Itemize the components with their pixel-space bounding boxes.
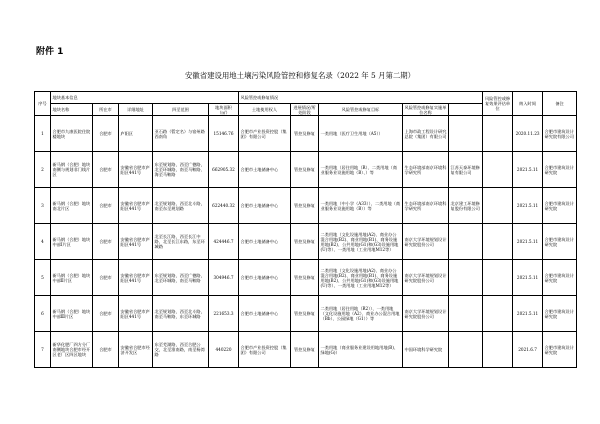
cell-name: 新华化肥厂四方分厂南侧地块合肥市经开区老厂区四区地块 (51, 332, 93, 368)
cell-scope: 东至规划路，西至广德路，北至环城路，南至马鞍路、海至马鞍路 (153, 152, 209, 188)
cell-stage: 管控及修复 (291, 188, 319, 224)
cell-address: 庐阳区 (119, 116, 153, 152)
cell-land-user: 合肥市土地储备中心 (239, 224, 291, 260)
cell-name: 新马钢（合肥）地块中部Ⅱ片区 (51, 260, 93, 296)
cell-area: 15146.76 (209, 116, 239, 152)
row-number: 2 (35, 152, 51, 188)
cell-unit: 南京大学环境规划设计研究院股份公司 (403, 260, 449, 296)
cell-target: 二类用地（文化设施用地(A2)、商业办公混合用地(B2)、商业用地(B1)、商务设施用地(B2)、公共用地(G1)和(G3)设施用地(U)等）、一类用地（工业用地M12等） (319, 224, 403, 260)
cell-area: 424446.7 (209, 224, 239, 260)
cell-name: 新马钢（合肥）地块中部Ⅲ片区 (51, 296, 93, 332)
cell-stage: 管控及修复 (291, 296, 319, 332)
table-row (35, 116, 577, 152)
cell-enter-time: 2021.5.11 (513, 188, 543, 224)
cell-remark: 合肥市建筑设计研究院 (543, 296, 577, 332)
cell-address: 安徽省合肥市庐阳区441号 (119, 188, 153, 224)
cell-land-user: 合肥市产业投资控股（集团）有限公司 (239, 332, 291, 368)
cell-eval-unit-2 (483, 116, 513, 152)
cell-name: 新马钢（合肥）地块南侧与规划非门线片区 (51, 152, 93, 188)
header-basic-group: 地块基本信息 (51, 92, 239, 104)
cell-eval-unit-2 (483, 332, 513, 368)
cell-area: 221653.3 (209, 296, 239, 332)
cell-scope: 亚石路（暂定名）与宿州路西南角 (153, 116, 209, 152)
cell-city: 合肥市 (93, 188, 119, 224)
cell-enter-time: 2021.5.11 (513, 224, 543, 260)
cell-target: 一类用地（商业服务业建设用地用地(B)、绿地(G)） (319, 332, 403, 368)
table-row (35, 224, 577, 260)
cell-city: 合肥市 (93, 296, 119, 332)
cell-unit: 生态环境部南京环境科学研究所 (403, 152, 449, 188)
header-index: 序号 (35, 92, 51, 116)
table-row (35, 260, 577, 296)
cell-scope: 东至规划路，西至广德路，北至环城路，南至马鞍路 (153, 260, 209, 296)
cell-eval-unit: 北京建工环境修复股份有限公司 (449, 188, 483, 224)
cell-stage: 管控及修复 (291, 332, 319, 368)
row-number: 5 (35, 260, 51, 296)
cell-land-user: 合肥市土地储备中心 (239, 152, 291, 188)
cell-eval-unit-2 (483, 224, 513, 260)
cell-enter-time: 2021.5.11 (513, 152, 543, 188)
header-extra (449, 104, 483, 116)
cell-stage: 管控及修复 (291, 116, 319, 152)
cell-unit: 南京大学环境规划设计研究院股份公司 (403, 296, 449, 332)
cell-eval-unit (449, 296, 483, 332)
header-area: 地块面积（㎡） (209, 104, 239, 116)
table-row (35, 332, 577, 368)
header-row-1 (35, 92, 577, 104)
header-land-user: 土地使用权人 (239, 104, 291, 116)
cell-target: 一类用地（居住用地（R）、二类用地（商业服务业设施用地（B）、）等 (319, 152, 403, 188)
cell-eval-unit (449, 224, 483, 260)
cell-target: 二类用地（居住用地（R2））、一类用地（文化设施用地（A2）、商业办公混合用地（Bb）、公园绿地（G1））等 (319, 296, 403, 332)
cell-city: 合肥市 (93, 224, 119, 260)
cell-enter-time: 2021.5.11 (513, 260, 543, 296)
cell-stage: 管控及修复 (291, 260, 319, 296)
header-remark: 备注 (543, 92, 577, 116)
cell-city: 合肥市 (93, 116, 119, 152)
cell-name: 新马钢（合肥）地块南北片区 (51, 188, 93, 224)
row-number: 4 (35, 224, 51, 260)
cell-city: 合肥市 (93, 152, 119, 188)
cell-enter-time: 2021.5.11 (513, 296, 543, 332)
cell-remark: 合肥市建筑设计研究院 (543, 332, 577, 368)
table-row (35, 296, 577, 332)
row-number: 1 (35, 116, 51, 152)
registry-table (34, 91, 577, 368)
header-address: 详细地址 (119, 104, 153, 116)
header-unit: 风险管控或修复实施单位名称 (403, 104, 449, 116)
attachment-label: 附件 1 (36, 47, 64, 57)
row-number: 6 (35, 296, 51, 332)
cell-address: 安徽省合肥市庐阳区441号 (119, 296, 153, 332)
row-number: 3 (35, 188, 51, 224)
cell-stage: 管控及修复 (291, 152, 319, 188)
header-enter-time: 纳入时间 (513, 92, 543, 116)
cell-area: 662905.32 (209, 152, 239, 188)
cell-address: 安徽省合肥市经济开发区 (119, 332, 153, 368)
row-number: 7 (35, 332, 51, 368)
header-mgmt-group: 风险管控或修复情况 (239, 92, 483, 104)
header-scope: 四至范围 (153, 104, 209, 116)
cell-target: 一类用地（医疗卫生用地（A5）） (319, 116, 403, 152)
header-city: 所在市 (93, 104, 119, 116)
header-name: 地块名称 (51, 104, 93, 116)
cell-unit: 中国环境科学研究院 (403, 332, 449, 368)
cell-remark: 合肥市建筑设计研究院 (543, 152, 577, 188)
cell-scope: 北至规划路，西至北斗路，南至马鞍路，东至环城路 (153, 296, 209, 332)
cell-eval-unit (449, 116, 483, 152)
cell-address: 安徽省合肥市庐阳区441号 (119, 260, 153, 296)
cell-target: 二类用地（文化设施用地(A2)、商业办公混合用地(B2)、商业用地(B1)、商务设施用地(B2)、公共用地(G1)和(G3)设施用地(U)等）、一类用地（工业用地M12等） (319, 260, 403, 296)
cell-scope: 北至规划路，西至北斗路，南至东至规划路 (153, 188, 209, 224)
cell-remark: 合肥市建筑设计研究院有限公司 (543, 116, 577, 152)
cell-city: 合肥市 (93, 332, 119, 368)
cell-scope: 东至芜湖路，西至合肥公交，北至淮南路，南至杨湾路 (153, 332, 209, 368)
cell-eval-unit-2 (483, 152, 513, 188)
cell-address: 安徽省合肥市庐阳区441号 (119, 224, 153, 260)
cell-unit: 上海市政工程设计研究总院（集团）有限公司 (403, 116, 449, 152)
cell-enter-time: 2020.11.23 (513, 116, 543, 152)
cell-stage: 管控及修复 (291, 224, 319, 260)
cell-eval-unit: 江苏天泰环境修复有限公司 (449, 152, 483, 188)
cell-name: 新马钢（合肥）地块中部Ⅰ片区 (51, 224, 93, 260)
cell-eval-unit (449, 260, 483, 296)
cell-city: 合肥市 (93, 260, 119, 296)
cell-enter-time: 2021.6.7 (513, 332, 543, 368)
cell-address: 安徽省合肥市庐阳区441号 (119, 152, 153, 188)
document-title: 安徽省建设用地土壤污染风险管控和修复名录（2022 年 5 月第二期） (184, 71, 416, 80)
header-stage: 进展情况/所处阶段 (291, 104, 319, 116)
cell-eval-unit-2 (483, 260, 513, 296)
cell-name: 合肥市九康医院住院楼地块 (51, 116, 93, 152)
header-eval-unit: 风险管控或修复效果评估单位 (483, 92, 513, 116)
header-target: 风险管控或修复目标 (319, 104, 403, 116)
cell-remark: 合肥市建筑设计研究院 (543, 188, 577, 224)
table-row (35, 188, 577, 224)
cell-unit: 生态环境部南京环境科学研究所 (403, 188, 449, 224)
cell-remark: 合肥市建筑设计研究院 (543, 224, 577, 260)
cell-land-user: 合肥市土地储备中心 (239, 188, 291, 224)
cell-land-user: 合肥市产业投资控股（集团）有限公司 (239, 116, 291, 152)
cell-area: 622440.32 (209, 188, 239, 224)
cell-area: 304946.7 (209, 260, 239, 296)
cell-eval-unit (449, 332, 483, 368)
cell-eval-unit-2 (483, 296, 513, 332)
cell-land-user: 合肥市土地储备中心 (239, 260, 291, 296)
cell-unit: 南京大学环境规划设计研究院股份公司 (403, 224, 449, 260)
cell-area: 440220 (209, 332, 239, 368)
cell-remark: 合肥市建筑设计研究院 (543, 260, 577, 296)
cell-land-user: 合肥市土地储备中心 (239, 296, 291, 332)
cell-scope: 北至长江路，西至长江中路，北至长江东路，东至环城路 (153, 224, 209, 260)
table-body (35, 116, 577, 368)
table-row (35, 152, 577, 188)
cell-eval-unit-2 (483, 188, 513, 224)
cell-target: 一类用地（中小学（A33））、二类用地（商业服务业设施用地（B））等 (319, 188, 403, 224)
